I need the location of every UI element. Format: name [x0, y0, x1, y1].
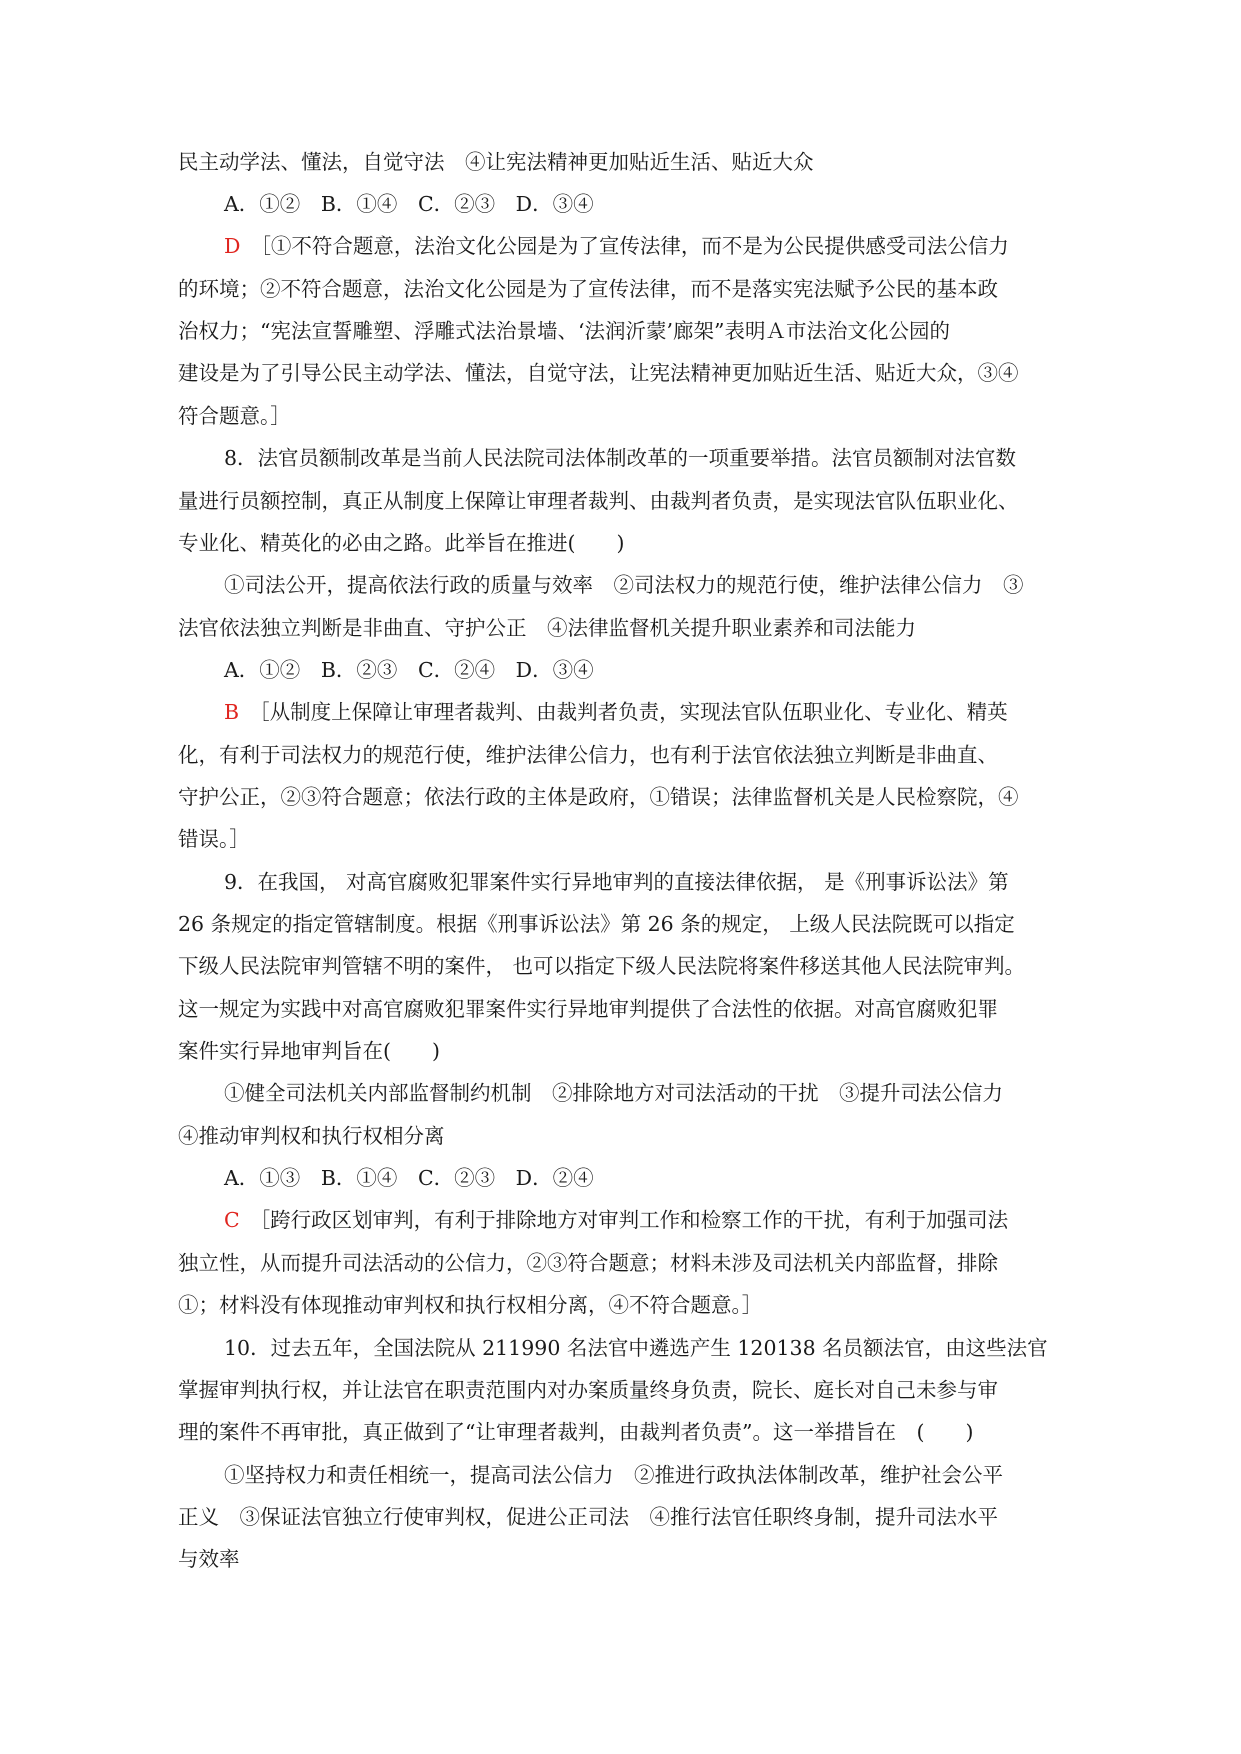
q7-explanation-line: 治权力；“宪法宣誓雕塑、浮雕式法治景墙、‘法润沂蒙’廊架”表明Ａ市法治文化公园的: [178, 319, 950, 343]
q9-option-d: D．②④: [515, 1166, 594, 1190]
q9-statements-line: ①健全司法机关内部监督制约机制 ②排除地方对司法活动的干扰 ③提升司法公信力: [224, 1081, 1003, 1105]
q9-answer: C: [224, 1208, 240, 1232]
q9-stem-line: 下级人民法院审判管辖不明的案件， 也可以指定下级人民法院将案件移送其他人民法院审判。: [178, 954, 1026, 978]
q8-explanation-line: 化，有利于司法权力的规范行使，维护法律公信力，也有利于法官依法独立判断是非曲直、: [178, 743, 998, 767]
q7-explanation-line: 符合题意。］: [178, 404, 291, 428]
q9-option-b: B．①④: [320, 1166, 398, 1190]
q8-option-c: C．②④: [417, 658, 496, 682]
q8-options: [224, 655, 608, 685]
q7-option-c: C．②③: [417, 192, 496, 216]
q9-stem-line: 9．在我国， 对高官腐败犯罪案件实行异地审判的直接法律依据， 是《刑事诉讼法》第: [224, 870, 1009, 894]
q7-explanation-line: [224, 231, 1009, 261]
q7-option-b: B．①④: [320, 192, 398, 216]
q9-statements-line: ④推动审判权和执行权相分离: [178, 1124, 445, 1148]
q9-stem-line: 这一规定为实践中对高官腐败犯罪案件实行异地审判提供了合法性的依据。对高官腐败犯罪: [178, 997, 998, 1021]
q8-option-d: D．③④: [515, 658, 594, 682]
q8-explanation-line: 守护公正，②③符合题意；依法行政的主体是政府，①错误；法律监督机关是人民检察院，④: [178, 785, 1019, 809]
q10-statements-line: 正义 ③保证法官独立行使审判权，促进公正司法 ④推行法官任职终身制，提升司法水平: [178, 1505, 998, 1529]
q7-statement-tail: 民主动学法、懂法，自觉守法 ④让宪法精神更加贴近生活、贴近大众: [178, 150, 814, 174]
q10-stem-line: 10．过去五年，全国法院从 211990 名法官中遴选产生 120138 名员额法官，由这些法官: [224, 1336, 1048, 1360]
q8-option-b: B．②③: [320, 658, 398, 682]
q7-explanation-line: 建设是为了引导公民主动学法、懂法，自觉守法，让宪法精神更加贴近生活、贴近大众，③④: [178, 361, 1019, 385]
q9-stem-line: 案件实行异地审判旨在( ): [178, 1039, 440, 1063]
q7-answer: D: [224, 234, 241, 258]
q7-option-d: D．③④: [515, 192, 594, 216]
q9-option-a: A．①③: [224, 1166, 301, 1190]
q10-statements-line: 与效率: [178, 1547, 240, 1571]
q8-stem-line: 量进行员额控制，真正从制度上保障让审理者裁判、由裁判者负责，是实现法官队伍职业化、: [178, 489, 1019, 513]
q7-explanation-text: ［①不符合题意，法治文化公园是为了宣传法律，而不是为公民提供感受司法公信力: [250, 234, 1009, 258]
q9-explanation-text: ［跨行政区划审判，有利于排除地方对审判工作和检察工作的干扰，有利于加强司法: [249, 1208, 1009, 1232]
q8-stem-line: 8．法官员额制改革是当前人民法院司法体制改革的一项重要举措。法官员额制对法官数: [224, 446, 1017, 470]
q10-stem-line: 掌握审判执行权，并让法官在职责范围内对办案质量终身负责，院长、庭长对自己未参与审: [178, 1378, 998, 1402]
q8-stem-line: 专业化、精英化的必由之路。此举旨在推进( ): [178, 531, 625, 555]
q8-statements-line: 法官依法独立判断是非曲直、守护公正 ④法律监督机关提升职业素养和司法能力: [178, 616, 916, 640]
q8-answer: B: [224, 700, 240, 724]
q10-stem-line: 理的案件不再审批，真正做到了“让审理者裁判，由裁判者负责”。这一举措旨在 ( ): [178, 1420, 974, 1444]
q8-explanation-line: 错误。］: [178, 827, 250, 851]
q8-explanation-line: [224, 697, 1008, 727]
q7-option-a: A．①②: [224, 192, 301, 216]
q8-statements-line: ①司法公开，提高依法行政的质量与效率 ②司法权力的规范行使，维护法律公信力 ③: [224, 573, 1024, 597]
q9-option-c: C．②③: [417, 1166, 496, 1190]
q9-options: [224, 1163, 608, 1193]
q7-explanation-line: 的环境；②不符合题意，法治文化公园是为了宣传法律，而不是落实宪法赋予公民的基本政: [178, 277, 998, 301]
q10-statements-line: ①坚持权力和责任相统一，提高司法公信力 ②推进行政执法体制改革，维护社会公平: [224, 1463, 1003, 1487]
q8-explanation-text: ［从制度上保障让审理者裁判、由裁判者负责，实现法官队伍职业化、专业化、精英: [249, 700, 1008, 724]
q9-explanation-line: 独立性，从而提升司法活动的公信力，②③符合题意；材料未涉及司法机关内部监督，排除: [178, 1251, 998, 1275]
q9-explanation-line: ①；材料没有体现推动审判权和执行权相分离，④不符合题意。］: [178, 1293, 763, 1317]
q9-stem-line: 26 条规定的指定管辖制度。根据《刑事诉讼法》第 26 条的规定， 上级人民法院既可以指定: [178, 912, 1015, 936]
q8-option-a: A．①②: [224, 658, 301, 682]
q9-explanation-line: [224, 1205, 1008, 1235]
q7-options: [224, 189, 608, 219]
